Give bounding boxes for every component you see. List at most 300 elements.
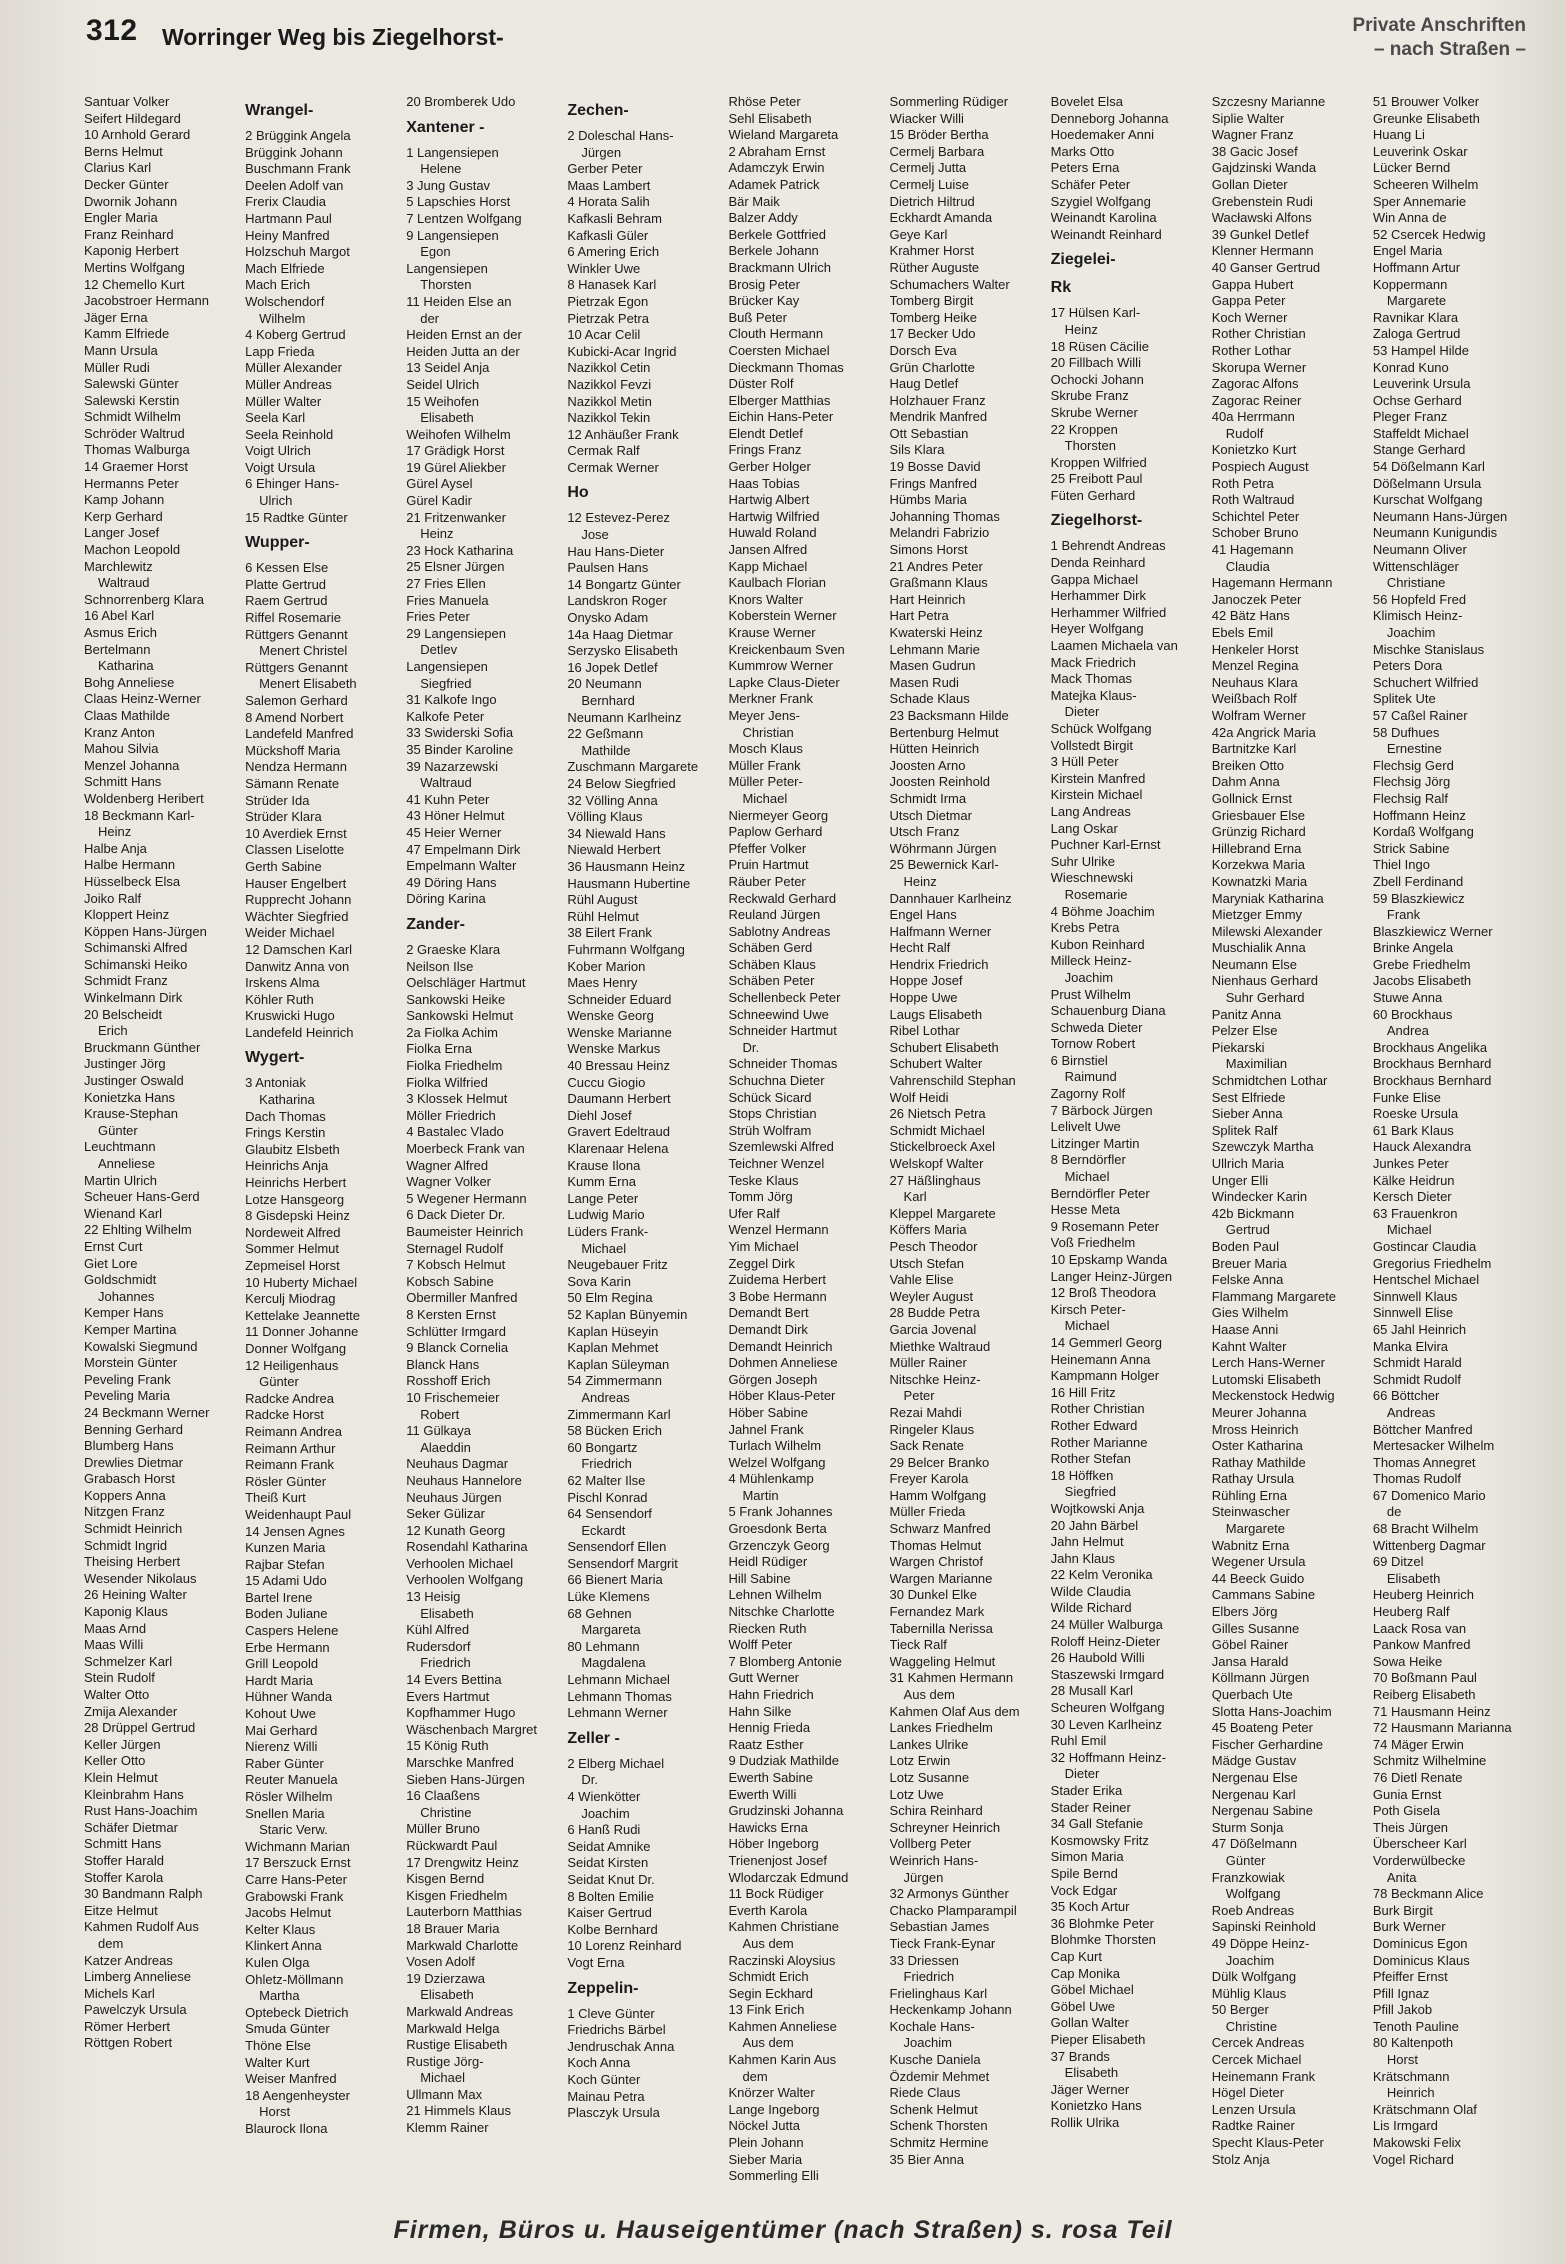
resident-entry: Lüders Frank- xyxy=(567,1224,649,1239)
resident-entry: Raatz Esther xyxy=(728,1736,804,1752)
resident-entry: Neuhaus Hannelore xyxy=(406,1472,522,1488)
resident-entry: 2 Elberg Michael xyxy=(567,1755,665,1771)
resident-entry: Baumeister Heinrich xyxy=(406,1224,524,1239)
resident-entry: Fuhrmann Wolfgang xyxy=(567,941,685,957)
resident-entry: Wagner Volker xyxy=(406,1174,491,1190)
resident-entry: 8 Gisdepski Heinz xyxy=(245,1208,350,1224)
resident-entry: Mertesacker Wilhelm xyxy=(1372,1438,1495,1454)
resident-entry: Margarete xyxy=(1225,1521,1286,1537)
resident-entry: Serzysko Elisabeth xyxy=(567,643,678,659)
resident-entry: Weinrich Hans- xyxy=(889,1852,979,1868)
resident-entry: Mahou Silvia xyxy=(84,741,159,757)
resident-entry: Nazikkol Cetin xyxy=(567,360,651,376)
resident-entry: Lotz Erwin xyxy=(889,1753,951,1769)
resident-entry: Lücker Bernd xyxy=(1372,160,1451,176)
resident-entry: Kusche Daniela xyxy=(889,2052,981,2068)
resident-entry: Koppermann xyxy=(1372,276,1448,292)
resident-entry: Stader Reiner xyxy=(1050,1799,1131,1815)
resident-entry: Empelmann Walter xyxy=(406,858,517,874)
directory-column-7 xyxy=(1051,94,1204,2200)
resident-entry: Brüggink Johann xyxy=(245,144,343,160)
resident-entry: Holzschuh Margot xyxy=(245,244,350,260)
resident-entry: Dietrich Hiltrud xyxy=(889,193,975,209)
resident-entry: 28 Musall Karl xyxy=(1050,1683,1134,1699)
resident-entry: Kloppert Heinz xyxy=(84,907,170,923)
resident-entry: 18 Beckmann Karl- xyxy=(84,807,195,823)
resident-entry: Cermelj Luise xyxy=(889,176,970,192)
resident-entry: 7 Blomberg Antonie xyxy=(728,1653,842,1669)
resident-entry: Aus dem xyxy=(903,1687,955,1702)
resident-entry: Skorupa Werner xyxy=(1211,359,1307,375)
resident-entry: 14a Haag Dietmar xyxy=(567,626,673,642)
page-number: 312 xyxy=(86,14,138,47)
resident-entry: Koch Anna xyxy=(567,2055,631,2071)
resident-entry: Henkeler Horst xyxy=(1211,641,1299,657)
resident-entry: Raber Günter xyxy=(245,1755,324,1771)
resident-entry: Sper Annemarie xyxy=(1372,193,1467,209)
resident-entry: Kaponig Klaus xyxy=(84,1604,168,1620)
resident-entry: Horst xyxy=(259,2104,291,2120)
resident-entry: Özdemir Mehmet xyxy=(889,2068,990,2084)
resident-entry: Pruin Hartmut xyxy=(728,857,809,873)
street-heading: Zeller - xyxy=(567,1729,620,1747)
resident-entry: Mendrik Manfred xyxy=(889,409,988,425)
resident-entry: Brockhaus Bernhard xyxy=(1372,1056,1492,1072)
resident-entry: Rathay Mathilde xyxy=(1211,1454,1306,1470)
directory-column-8 xyxy=(1212,94,1365,2200)
resident-entry: Neugebauer Fritz xyxy=(567,1257,668,1273)
directory-column-5 xyxy=(728,94,881,2200)
resident-entry: Lerch Hans-Werner xyxy=(1211,1355,1325,1371)
resident-entry: 40 Ganser Gertrud xyxy=(1211,259,1321,275)
resident-entry: Sieber Maria xyxy=(728,2151,803,2167)
resident-entry: 58 Dufhues xyxy=(1372,724,1440,740)
resident-entry: Peter xyxy=(903,1388,935,1404)
resident-entry: 59 Blaszkiewicz xyxy=(1372,890,1465,906)
resident-entry: Seela Reinhold xyxy=(245,426,334,442)
resident-entry: Martha xyxy=(259,1988,300,2004)
resident-entry: Krause Werner xyxy=(728,625,816,640)
directory-column-4 xyxy=(567,94,720,2200)
resident-entry: Moerbeck Frank van xyxy=(406,1141,525,1157)
resident-entry: Kochale Hans- xyxy=(889,2018,975,2034)
resident-entry: Heinz xyxy=(1064,321,1098,337)
resident-entry: Heinemann Anna xyxy=(1050,1351,1151,1367)
resident-entry: Helene xyxy=(420,161,462,177)
resident-entry: Hecht Ralf xyxy=(889,940,951,956)
resident-entry: Martin Ulrich xyxy=(84,1172,157,1188)
resident-entry: Vosen Adolf xyxy=(406,1954,475,1970)
resident-entry: Neilson Ilse xyxy=(406,958,474,974)
resident-entry: Staffeldt Michael xyxy=(1372,425,1469,441)
street-heading: Ziegelhorst- xyxy=(1050,512,1143,530)
resident-entry: Zuschmann Margarete xyxy=(567,759,699,775)
resident-entry: Gilles Susanne xyxy=(1211,1620,1300,1636)
resident-entry: Rathay Ursula xyxy=(1211,1471,1295,1487)
resident-entry: 22 Kelm Veronika xyxy=(1050,1567,1153,1583)
resident-entry: Joachim xyxy=(581,1805,630,1821)
resident-entry: Neuhaus Klara xyxy=(1211,674,1298,690)
resident-entry: 8 Bolten Emilie xyxy=(567,1888,655,1904)
resident-entry: Makowski Felix xyxy=(1372,2135,1461,2151)
resident-entry: Hütten Heinrich xyxy=(889,741,980,757)
resident-entry: Voß Friedhelm xyxy=(1050,1235,1136,1251)
resident-entry: 36 Hausmann Heinz xyxy=(567,858,686,874)
resident-entry: Neumann Kunigundis xyxy=(1372,525,1498,541)
resident-entry: Schade Klaus xyxy=(889,691,970,707)
resident-entry: Ruhl Emil xyxy=(1050,1733,1107,1749)
resident-entry: Tieck Frank-Eynar xyxy=(889,1935,996,1951)
resident-entry: Stops Christian xyxy=(728,1106,817,1122)
resident-entry: Sebastian James xyxy=(889,1919,990,1935)
resident-entry: 10 Huberty Michael xyxy=(245,1274,358,1290)
resident-entry: Köppen Hans-Jürgen xyxy=(84,923,207,939)
resident-entry: Radcke Horst xyxy=(245,1407,324,1423)
resident-entry: Kälke Heidrun xyxy=(1372,1172,1455,1188)
resident-entry: Utsch Franz xyxy=(889,824,960,840)
resident-entry: 15 Weihofen xyxy=(406,393,479,409)
resident-entry: 21 Andres Peter xyxy=(889,558,983,574)
resident-entry: Kohout Uwe xyxy=(245,1706,316,1722)
resident-entry: Panitz Anna xyxy=(1211,1006,1282,1022)
resident-entry: Wegener Ursula xyxy=(1211,1554,1306,1570)
resident-entry: Gunia Ernst xyxy=(1372,1786,1442,1802)
resident-entry: Strick Sabine xyxy=(1372,840,1450,856)
resident-entry: Müller Rudi xyxy=(84,359,150,375)
resident-entry: Hesse Meta xyxy=(1050,1202,1121,1218)
street-heading: Wrangel- xyxy=(245,102,314,119)
resident-entry: Schneewind Uwe xyxy=(728,1006,829,1022)
resident-entry: Jürgen xyxy=(581,144,622,160)
resident-entry: Michael xyxy=(742,790,788,806)
resident-entry: Stolz Anja xyxy=(1211,2151,1270,2167)
resident-entry: Kahmen Karin Aus xyxy=(728,2052,837,2068)
resident-entry: Ohletz-Möllmann xyxy=(245,1971,344,1987)
resident-entry: Bruckmann Günther xyxy=(84,1039,201,1055)
resident-entry: 47 Dößelmann xyxy=(1211,1836,1298,1852)
resident-entry: Hartwig Albert xyxy=(728,492,810,508)
resident-entry: Schneider Thomas xyxy=(728,1056,838,1072)
resident-entry: Karl xyxy=(903,1189,927,1205)
resident-entry: Wenske Georg xyxy=(567,1008,654,1024)
resident-entry: 24 Below Siegfried xyxy=(567,775,676,791)
resident-entry: Suhr Ulrike xyxy=(1050,853,1115,869)
resident-entry: Cuccu Giogio xyxy=(567,1074,646,1090)
resident-entry: Schmidt Irma xyxy=(889,790,967,806)
resident-entry: Weidenhaupt Paul xyxy=(245,1506,352,1522)
resident-entry: Berkele Johann xyxy=(728,243,819,259)
resident-entry: Horst xyxy=(1386,2052,1418,2068)
resident-entry: Wilde Claudia xyxy=(1050,1583,1131,1599)
resident-entry: Leuchtmann xyxy=(84,1139,156,1155)
resident-entry: Specht Klaus-Peter xyxy=(1211,2135,1324,2151)
resident-entry: Dieter xyxy=(1064,1766,1100,1782)
resident-entry: Rösler Günter xyxy=(245,1473,327,1489)
resident-entry: Krebs Petra xyxy=(1050,920,1120,936)
resident-entry: Gappa Hubert xyxy=(1211,276,1294,292)
resident-entry: Erbe Hermann xyxy=(245,1639,330,1655)
resident-entry: Markwald Andreas xyxy=(406,2003,514,2019)
resident-entry: Heinz xyxy=(98,824,132,840)
resident-entry: Kownatzki Maria xyxy=(1211,873,1308,889)
resident-entry: Geye Karl xyxy=(889,226,948,242)
resident-entry: Rhöse Peter xyxy=(728,94,801,109)
resident-entry: Garcia Jovenal xyxy=(889,1321,977,1337)
resident-entry: Clarius Karl xyxy=(84,160,152,176)
resident-entry: Rüttgers Genannt xyxy=(245,626,348,642)
resident-entry: Verhoolen Wolfgang xyxy=(406,1572,524,1588)
resident-entry: Hartmann Paul xyxy=(245,210,332,226)
resident-entry: Burk Birgit xyxy=(1372,1902,1433,1918)
resident-entry: 18 Rüsen Cäcilie xyxy=(1050,338,1149,354)
resident-entry: 44 Beeck Guido xyxy=(1211,1570,1305,1586)
resident-entry: Daumann Herbert xyxy=(567,1091,671,1107)
resident-entry: Thöne Else xyxy=(245,2037,311,2053)
resident-entry: 7 Bärbock Jürgen xyxy=(1050,1102,1153,1118)
resident-entry: 71 Hausmann Heinz xyxy=(1372,1703,1491,1719)
resident-entry: Rother Lothar xyxy=(1211,342,1292,358)
resident-entry: Anneliese xyxy=(98,1156,156,1171)
resident-entry: 12 Damschen Karl xyxy=(245,941,353,957)
resident-entry: Segin Eckhard xyxy=(728,1985,813,2001)
resident-entry: Lankes Friedhelm xyxy=(889,1720,993,1736)
resident-entry: Haase Anni xyxy=(1211,1321,1279,1337)
resident-entry: Kubon Reinhard xyxy=(1050,936,1145,952)
resident-entry: Neuhaus Jürgen xyxy=(406,1489,502,1505)
resident-entry: Pesch Theodor xyxy=(889,1238,978,1254)
resident-entry: Brücker Kay xyxy=(728,293,800,309)
resident-entry: Jacobs Elisabeth xyxy=(1372,973,1472,989)
resident-entry: Kulen Olga xyxy=(245,1954,310,1970)
resident-entry: Sinnwell Klaus xyxy=(1372,1288,1458,1304)
resident-entry: Egon xyxy=(420,244,451,260)
resident-entry: Schmidt Franz xyxy=(84,973,168,989)
resident-entry: Pietrzak Petra xyxy=(567,310,649,326)
resident-entry: 12 Anhäußer Frank xyxy=(567,426,679,442)
resident-entry: Engel Maria xyxy=(1372,243,1443,259)
resident-entry: Menzel Regina xyxy=(1211,658,1299,674)
resident-entry: 3 Jung Gustav xyxy=(406,177,491,193)
resident-entry: Haas Tobias xyxy=(728,475,800,491)
resident-entry: Müller Walter xyxy=(245,393,322,409)
resident-entry: Klemm Rainer xyxy=(406,2120,489,2136)
directory-column-1 xyxy=(84,94,237,2200)
resident-entry: 9 Langensiepen xyxy=(406,227,499,243)
resident-entry: Klimisch Heinz- xyxy=(1372,608,1463,624)
resident-entry: Peveling Maria xyxy=(84,1388,170,1404)
resident-entry: Schimanski Heiko xyxy=(84,956,188,972)
resident-entry: Müller Bruno xyxy=(406,1821,480,1837)
resident-entry: Giet Lore xyxy=(84,1255,138,1271)
resident-entry: 12 Chemello Kurt xyxy=(84,276,185,292)
resident-entry: Römer Herbert xyxy=(84,2018,170,2034)
resident-entry: Stange Gerhard xyxy=(1372,442,1466,458)
resident-entry: 32 Völling Anna xyxy=(567,792,658,808)
resident-entry: Stein Rudolf xyxy=(84,1670,155,1686)
resident-entry: Nöckel Jutta xyxy=(728,2118,800,2134)
resident-entry: Brinke Angela xyxy=(1372,940,1454,956)
resident-entry: 4 Mühlenkamp xyxy=(728,1471,814,1487)
resident-entry: 68 Bracht Wilhelm xyxy=(1372,1521,1479,1537)
resident-entry: Theising Herbert xyxy=(84,1554,181,1570)
resident-entry: Halfmann Werner xyxy=(889,923,992,939)
resident-entry: 50 Elm Regina xyxy=(567,1290,653,1306)
resident-entry: 17 Hülsen Karl- xyxy=(1050,305,1141,321)
resident-entry: 33 Swiderski Sofia xyxy=(406,725,514,741)
resident-entry: Döring Karina xyxy=(406,891,486,907)
resident-entry: Kemper Hans xyxy=(84,1305,164,1321)
resident-entry: Schnorrenberg Klara xyxy=(84,591,204,607)
resident-entry: 12 Broß Theodora xyxy=(1050,1285,1156,1301)
resident-entry: Köffers Maria xyxy=(889,1222,967,1238)
resident-entry: Weiser Manfred xyxy=(245,2071,337,2087)
resident-entry: Gravert Edeltraud xyxy=(567,1124,670,1140)
resident-entry: Landefeld Heinrich xyxy=(245,1024,354,1040)
resident-entry: Kummrow Werner xyxy=(728,658,833,674)
resident-entry: Jäger Erna xyxy=(84,309,148,325)
resident-entry: Klinkert Anna xyxy=(245,1938,322,1954)
resident-entry: Johannes xyxy=(98,1288,155,1304)
resident-entry: Ernst Curt xyxy=(84,1238,143,1254)
resident-entry: 34 Gall Stefanie xyxy=(1050,1816,1144,1832)
resident-entry: Jendruschak Anna xyxy=(567,2038,675,2054)
resident-entry: Salemon Gerhard xyxy=(245,693,348,708)
resident-entry: Sämann Renate xyxy=(245,775,340,791)
resident-entry: Herhammer Dirk xyxy=(1050,588,1146,604)
resident-entry: Markwald Charlotte xyxy=(406,1937,519,1953)
resident-entry: Friedrich xyxy=(581,1456,632,1472)
resident-entry: Schuchert Wilfried xyxy=(1372,674,1479,690)
resident-entry: Fiolka Wilfried xyxy=(406,1074,488,1090)
resident-entry: Muschialik Anna xyxy=(1211,940,1306,956)
resident-entry: Skrube Werner xyxy=(1050,404,1138,420)
resident-entry: Bernhard xyxy=(581,693,635,708)
resident-entry: Hardt Maria xyxy=(245,1672,314,1688)
resident-entry: Felske Anna xyxy=(1211,1272,1284,1288)
resident-entry: Ewerth Willi xyxy=(728,1786,797,1802)
resident-entry: Müller Frieda xyxy=(889,1504,966,1520)
resident-entry: Pieper Elisabeth xyxy=(1050,2031,1146,2047)
resident-entry: Wargen Marianne xyxy=(889,1570,993,1586)
resident-entry: 43 Höner Helmut xyxy=(406,808,505,824)
resident-entry: Justinger Oswald xyxy=(84,1073,184,1089)
resident-entry: 19 Gürel Aliekber xyxy=(406,459,506,475)
resident-entry: Schauenburg Diana xyxy=(1050,1003,1166,1019)
resident-entry: Thorsten xyxy=(420,277,472,293)
resident-entry: Wieland Margareta xyxy=(728,127,839,143)
resident-entry: 15 Radtke Günter xyxy=(245,509,348,525)
resident-entry: 14 Evers Bettina xyxy=(406,1672,502,1688)
resident-entry: Irskens Alma xyxy=(245,975,320,991)
resident-entry: Schlütter Irmgard xyxy=(406,1323,506,1339)
resident-entry: 20 Belscheidt xyxy=(84,1006,163,1022)
resident-entry: Schmidt Rudolf xyxy=(1372,1371,1462,1387)
resident-entry: Schimanski Alfred xyxy=(84,940,188,956)
resident-entry: Hüsselbeck Elsa xyxy=(84,873,181,889)
resident-entry: Schmidt Erich xyxy=(728,1969,809,1985)
resident-entry: Salewski Kerstin xyxy=(84,392,180,408)
resident-entry: Grabasch Horst xyxy=(84,1471,176,1487)
resident-entry: Gerber Peter xyxy=(567,161,643,177)
resident-entry: Hahn Silke xyxy=(728,1703,792,1719)
resident-entry: Schröder Waltrud xyxy=(84,425,185,441)
directory-column-3 xyxy=(406,94,559,2200)
resident-entry: Schmidt Wilhelm xyxy=(84,409,181,425)
resident-entry: Lange Peter xyxy=(567,1190,639,1206)
resident-entry: Rückwardt Paul xyxy=(406,1837,498,1853)
resident-entry: Pankow Manfred xyxy=(1372,1637,1471,1653)
resident-entry: Cercek Michael xyxy=(1211,2052,1302,2068)
resident-entry: Glaubitz Elsbeth xyxy=(245,1141,340,1157)
resident-entry: Poth Gisela xyxy=(1372,1803,1441,1819)
resident-entry: Heinrichs Anja xyxy=(245,1158,329,1174)
resident-entry: Rupprecht Johann xyxy=(245,892,352,908)
resident-entry: 45 Heier Werner xyxy=(406,824,502,840)
resident-entry: 11 Bock Rüdiger xyxy=(728,1886,824,1902)
resident-entry: Heiden Jutta an der xyxy=(406,343,520,359)
resident-entry: Mack Friedrich xyxy=(1050,654,1136,670)
resident-entry: Weyler August xyxy=(889,1288,974,1304)
resident-entry: Klarenaar Helena xyxy=(567,1141,669,1157)
resident-entry: Joiko Ralf xyxy=(84,890,142,906)
resident-entry: Grudzinski Johanna xyxy=(728,1803,844,1819)
resident-entry: Bertenburg Helmut xyxy=(889,724,999,740)
resident-entry: 49 Döppe Heinz- xyxy=(1211,1935,1310,1951)
resident-entry: Diehl Josef xyxy=(567,1107,632,1123)
resident-entry: Wittenberg Dagmar xyxy=(1372,1537,1486,1553)
resident-entry: Schück Sicard xyxy=(728,1089,812,1105)
resident-entry: 7 Kobsch Helmut xyxy=(406,1257,506,1273)
resident-entry: Menert Elisabeth xyxy=(259,676,357,692)
resident-entry: Schmidt Ingrid xyxy=(84,1537,168,1553)
resident-entry: Jose xyxy=(581,527,609,543)
resident-entry: Mathilde xyxy=(581,742,631,758)
resident-entry: Burk Werner xyxy=(1372,1919,1446,1935)
directory-column-9 xyxy=(1373,94,1526,2200)
resident-entry: 30 Dunkel Elke xyxy=(889,1587,977,1603)
resident-entry: Schweda Dieter xyxy=(1050,1019,1143,1035)
resident-entry: Evers Hartmut xyxy=(406,1688,490,1704)
resident-entry: Benning Gerhard xyxy=(84,1421,184,1437)
resident-entry: Schäben Gerd xyxy=(728,940,813,956)
resident-entry: Seidat Kirsten xyxy=(567,1855,649,1871)
resident-entry: Ullmann Max xyxy=(406,2086,483,2102)
resident-entry: Denneborg Johanna xyxy=(1050,110,1169,126)
resident-entry: 67 Domenico Mario xyxy=(1372,1487,1486,1503)
resident-entry: Christine xyxy=(1225,2018,1278,2034)
resident-entry: Jäger Werner xyxy=(1050,2081,1130,2097)
resident-entry: Brockhaus Angelika xyxy=(1372,1039,1488,1055)
resident-entry: Wenzel Hermann xyxy=(728,1222,829,1238)
resident-entry: Göbel Michael xyxy=(1050,1982,1134,1998)
resident-entry: Kober Marion xyxy=(567,958,646,974)
resident-entry: Siegfried xyxy=(1064,1484,1116,1500)
resident-entry: Scheeren Wilhelm xyxy=(1372,176,1479,192)
resident-entry: Cermak Ralf xyxy=(567,443,640,459)
resident-entry: 27 Fries Ellen xyxy=(406,576,486,592)
resident-entry: Staric Verw. xyxy=(259,1822,328,1838)
resident-entry: Zimmermann Karl xyxy=(567,1406,671,1422)
resident-entry: Wesender Nikolaus xyxy=(84,1570,197,1586)
resident-entry: 13 Seidel Anja xyxy=(406,360,490,376)
resident-entry: Kwaterski Heinz xyxy=(889,625,983,640)
resident-entry: 40 Bressau Heinz xyxy=(567,1058,670,1074)
resident-entry: Turlach Wilhelm xyxy=(728,1438,822,1454)
resident-entry: Wlodarczak Edmund xyxy=(728,1869,849,1885)
resident-entry: Schreyner Heinrich xyxy=(889,1819,1001,1835)
resident-entry: 4 Böhme Joachim xyxy=(1050,903,1155,919)
resident-entry: Tornow Robert xyxy=(1050,1036,1136,1052)
